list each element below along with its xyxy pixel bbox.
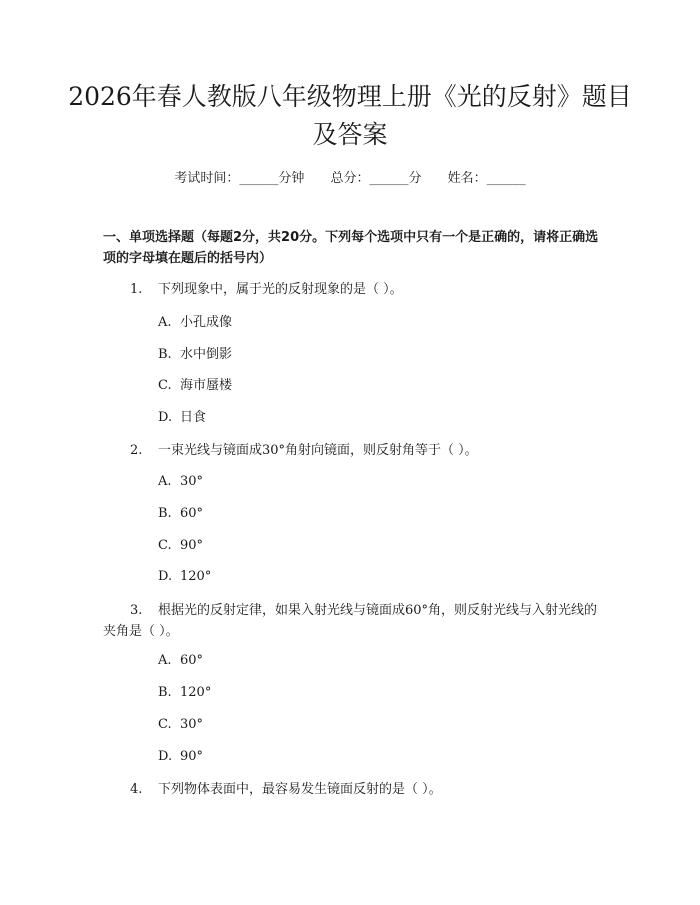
option-letter: D.: [158, 749, 173, 764]
question-1-option-c: [158, 377, 232, 395]
question-1-option-b: [158, 346, 232, 364]
option-text: 120°: [180, 685, 212, 700]
student-name-label: 姓名：: [447, 171, 487, 186]
option-text: 90°: [180, 538, 204, 553]
question-text: 下列物体表面中，最容易发生镜面反射的是（ ）。: [158, 782, 442, 797]
question-1-option-a: [158, 314, 232, 332]
question-number: 4.: [130, 782, 143, 797]
student-name-blank: ______: [486, 171, 526, 186]
option-letter: A.: [158, 653, 172, 668]
question-3-option-c: [158, 716, 203, 734]
question-2-option-c: [158, 537, 203, 555]
question-2-stem: [130, 440, 478, 461]
option-letter: D.: [158, 569, 173, 584]
exam-time-unit: 分钟: [278, 171, 305, 186]
option-text: 60°: [180, 653, 204, 668]
question-text: 下列现象中，属于光的反射现象的是（ ）。: [158, 282, 403, 297]
document-title: 2026年春人教版八年级物理上册《光的反射》题目及答案: [68, 82, 632, 149]
option-letter: A.: [158, 474, 172, 489]
question-2-option-d: [158, 568, 211, 586]
option-letter: C.: [158, 378, 172, 393]
option-text: 海市蜃楼: [180, 378, 233, 393]
option-text: 水中倒影: [180, 347, 233, 362]
question-3-stem: [103, 600, 603, 642]
option-letter: C.: [158, 538, 172, 553]
option-letter: B.: [158, 347, 172, 362]
option-text: 90°: [180, 749, 204, 764]
question-2-option-a: [158, 473, 203, 491]
question-2-option-b: [158, 505, 203, 523]
question-3-option-b: [158, 684, 211, 702]
option-text: 30°: [180, 717, 204, 732]
total-score-label: 总分：: [330, 171, 370, 186]
question-3-option-a: [158, 652, 203, 670]
option-text: 30°: [180, 474, 204, 489]
option-letter: A.: [158, 315, 172, 330]
total-score-unit: 分: [408, 171, 422, 186]
exam-meta-line: [0, 170, 700, 188]
total-score-blank: ______: [369, 171, 409, 186]
question-number: 3.: [130, 603, 143, 618]
option-text: 60°: [180, 506, 204, 521]
option-letter: B.: [158, 506, 172, 521]
question-1-option-d: [158, 409, 206, 427]
exam-time-blank: ______: [239, 171, 279, 186]
option-text: 日食: [180, 410, 207, 425]
section-heading: 一、单项选择题（每题2分，共20分。下列每个选项中只有一个是正确的，请将正确选项的字母填在题后的括号内）: [103, 230, 599, 266]
option-letter: D.: [158, 410, 173, 425]
option-letter: B.: [158, 685, 172, 700]
option-text: 小孔成像: [180, 315, 233, 330]
exam-time-label: 考试时间：: [174, 171, 240, 186]
question-1-stem: [130, 279, 403, 300]
question-4-stem: [130, 779, 442, 800]
question-number: 2.: [130, 443, 143, 458]
question-text: 根据光的反射定律，如果入射光线与镜面成60°角，则反射光线与入射光线的夹角是（ ）。: [103, 603, 598, 639]
option-text: 120°: [180, 569, 212, 584]
question-text: 一束光线与镜面成30°角射向镜面，则反射角等于（ ）。: [158, 443, 478, 458]
question-3-option-d: [158, 748, 203, 766]
option-letter: C.: [158, 717, 172, 732]
question-number: 1.: [130, 282, 143, 297]
